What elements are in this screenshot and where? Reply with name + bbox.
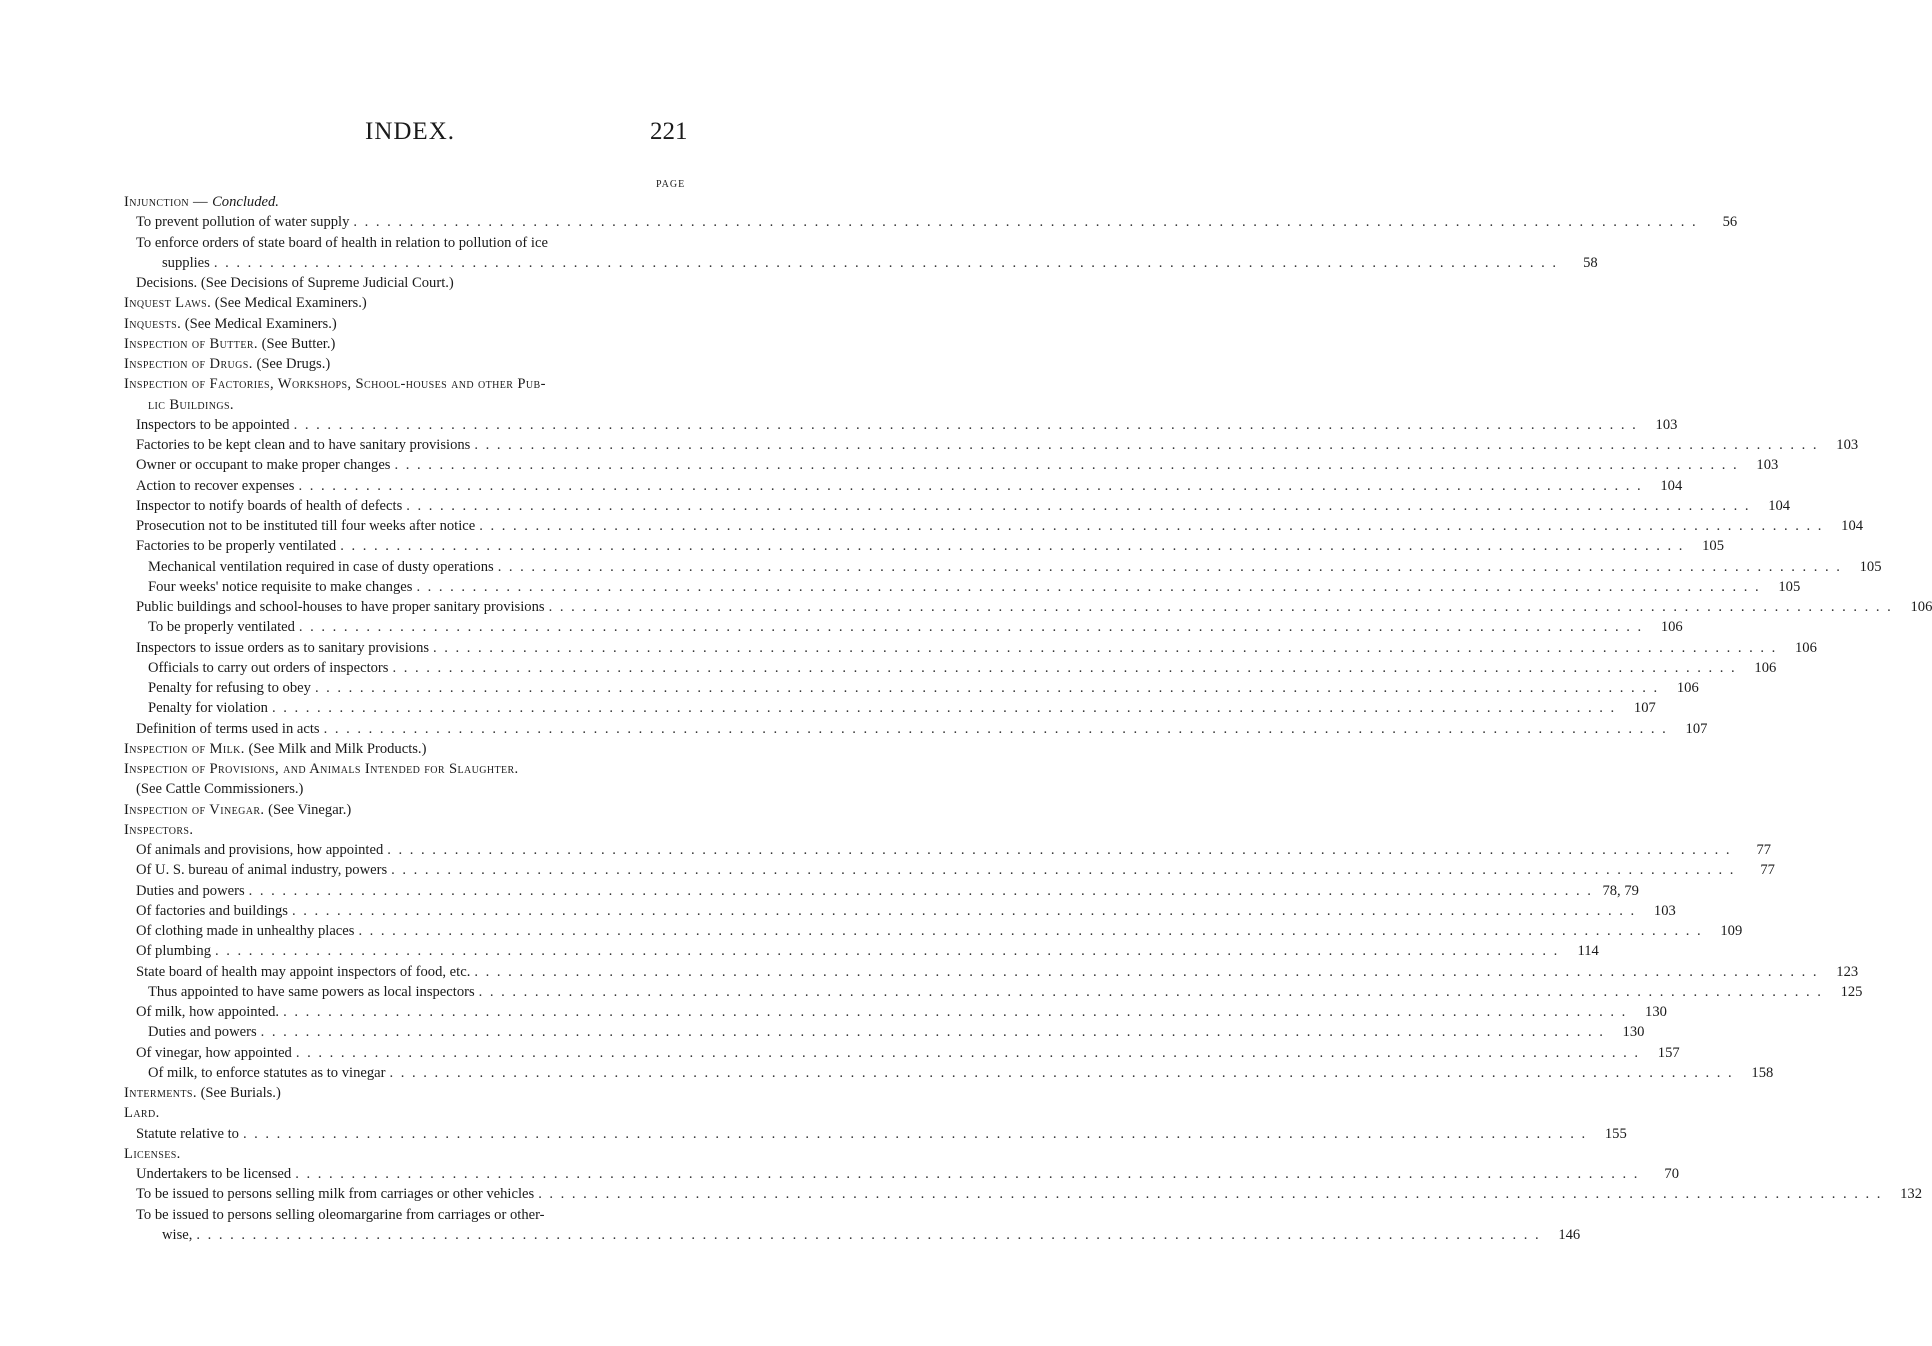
heading-qualifier: Concluded. (212, 194, 279, 210)
dot-leader: ........................................................................................................................ (478, 983, 1829, 1000)
cross-reference: (See Vinegar.) (264, 801, 352, 818)
page-reference: 103 (1653, 902, 1676, 919)
dot-leader: ........................................................................................................................ (260, 1024, 1611, 1041)
index-entry (124, 1063, 1774, 1083)
entry-text: Thus appointed to have same powers as local inspectors (148, 983, 475, 1000)
page-reference: 104 (1768, 497, 1791, 514)
heading-text: Inspectors. (124, 821, 194, 838)
index-entry (124, 557, 1882, 577)
index-entry (124, 698, 1656, 718)
dot-leader: ........................................................................................................................ (215, 943, 1565, 960)
entry-text: Penalty for violation (148, 700, 268, 717)
index-heading (124, 1083, 684, 1103)
index-entry (124, 1184, 1922, 1204)
entry-text: Of U. S. bureau of animal industry, powers (136, 862, 388, 879)
dot-leader: ........................................................................................................................ (391, 862, 1741, 879)
heading-text: Inspection of Factories, Workshops, School-houses and other Pub- (124, 376, 546, 393)
index-entry (124, 1225, 1581, 1245)
entry-text: Of plumbing (136, 943, 211, 960)
index-entry (124, 1043, 1680, 1063)
cross-reference: (See Butter.) (257, 335, 336, 352)
heading-text: Inspection of Butter. (124, 335, 258, 352)
index-entry (124, 982, 1863, 1002)
page-reference: 106 (1794, 639, 1817, 656)
page-reference: 125 (1840, 983, 1863, 1000)
index-entry (124, 435, 1859, 455)
dot-leader: ........................................................................................................................ (497, 558, 1848, 575)
entry-text: Of vinegar, how appointed (136, 1044, 292, 1061)
dot-leader: ........................................................................................................................ (314, 680, 1665, 696)
entry-text: Definition of terms used in acts (136, 720, 320, 737)
entry-text: Public buildings and school-houses to have proper sanitary provisions (136, 599, 545, 615)
entry-text: Of clothing made in unhealthy places (136, 923, 355, 939)
index-entry (124, 860, 1775, 880)
dot-leader: ........................................................................................................................ (271, 700, 1622, 717)
index-heading (124, 334, 684, 354)
index-heading (124, 739, 684, 759)
index-entry (124, 536, 1725, 556)
dot-leader: ........................................................................................................................ (295, 1166, 1646, 1182)
index-entry (124, 921, 1743, 941)
dot-leader: ........................................................................................................................ (474, 437, 1825, 453)
dot-leader: ........................................................................................................................ (248, 882, 1599, 899)
index-entry (124, 658, 1777, 678)
dot-leader: ........................................................................................................................ (548, 599, 1899, 615)
index-entry (124, 476, 1683, 496)
index-entry (124, 1205, 684, 1225)
dot-leader: ........................................................................................................................ (213, 254, 1564, 271)
entry-text: Duties and powers (148, 1024, 257, 1041)
index-entry (124, 233, 684, 253)
index-entries (124, 192, 1932, 1245)
entry-text: Factories to be kept clean and to have sanitary provisions (136, 437, 471, 453)
page-reference: 106 (1676, 680, 1699, 696)
entry-text: To be issued to persons selling milk from carriages or other vehicles (136, 1186, 535, 1203)
index-heading (124, 314, 684, 334)
index-entry (124, 881, 1639, 901)
dot-leader: ........................................................................................................................ (474, 963, 1825, 980)
index-entry (124, 253, 1598, 273)
dot-leader: ........................................................................................................................ (358, 923, 1709, 939)
page-reference: 155 (1604, 1125, 1627, 1142)
index-entry (124, 840, 1772, 860)
page-reference: 103 (1756, 457, 1779, 474)
entry-text: Action to recover expenses (136, 477, 295, 494)
dot-leader: ........................................................................................................................ (196, 1226, 1547, 1243)
page-reference: 105 (1778, 578, 1801, 595)
index-entry (124, 516, 1864, 536)
page-reference: 56 (1722, 214, 1738, 231)
cross-reference: (See Drugs.) (252, 356, 331, 372)
index-entry (124, 779, 684, 799)
page-reference: 107 (1685, 720, 1708, 737)
page-reference: 70 (1664, 1166, 1680, 1182)
page-reference: 132 (1900, 1186, 1922, 1203)
page-reference: 130 (1645, 1004, 1667, 1020)
page-reference: 58 (1583, 254, 1598, 271)
entry-text: wise, (162, 1226, 193, 1243)
index-heading (124, 759, 684, 779)
index-heading (124, 192, 684, 212)
dot-leader: ........................................................................................................................ (392, 659, 1743, 676)
page-reference: 77 (1760, 862, 1775, 879)
heading-text: Inquests. (124, 315, 182, 332)
page-reference: 146 (1558, 1226, 1581, 1243)
dot-leader: ........................................................................................................................ (416, 578, 1767, 595)
entry-text: Of animals and provisions, how appointed (136, 842, 384, 858)
index-entry (124, 719, 1708, 739)
index-heading (124, 293, 684, 313)
entry-text: To be issued to persons selling oleomargarine from carriages or other- (136, 1206, 545, 1223)
dot-leader: ........................................................................................................................ (406, 497, 1757, 514)
entry-text: Inspectors to issue orders as to sanitary provisions (136, 639, 430, 656)
dot-leader: ........................................................................................................................ (433, 639, 1783, 656)
heading-text: Inspection of Drugs. (124, 356, 253, 372)
page-reference: 105 (1702, 538, 1725, 555)
cross-reference: (See Burials.) (196, 1085, 281, 1101)
index-entry (124, 212, 1738, 232)
heading-text: lic Buildings. (148, 396, 234, 413)
cross-reference: (See Medical Examiners.) (181, 315, 337, 332)
heading-text: Inquest Laws. (124, 295, 212, 312)
index-entry (124, 1022, 1645, 1042)
page-reference: 78, 79 (1602, 882, 1639, 899)
heading-text: Injunction — (124, 194, 213, 210)
entry-text: Four weeks' notice requisite to make changes (148, 578, 413, 595)
entry-text: Of milk, to enforce statutes as to vinegar (148, 1064, 386, 1081)
entry-text: (See Cattle Commissioners.) (136, 781, 304, 798)
dot-leader: ........................................................................................................................ (538, 1186, 1888, 1203)
dot-leader: ........................................................................................................................ (353, 214, 1704, 231)
page-reference: 158 (1751, 1064, 1774, 1081)
entry-text: Mechanical ventilation required in case of dusty operations (148, 558, 494, 575)
page-reference: 103 (1836, 437, 1859, 453)
entry-text: State board of health may appoint inspectors of food, etc. (136, 963, 471, 980)
page-reference: 106 (1910, 599, 1932, 615)
index-entry (124, 941, 1599, 961)
cross-reference: (See Milk and Milk Products.) (244, 740, 427, 757)
entry-text: Duties and powers (136, 882, 245, 899)
dot-leader: ........................................................................................................................ (293, 416, 1644, 433)
dot-leader: ........................................................................................................................ (387, 842, 1738, 858)
index-entry (124, 597, 1932, 617)
index-heading (124, 800, 684, 820)
index-heading (124, 1144, 684, 1164)
index-entry (124, 962, 1859, 982)
page-reference: 105 (1859, 558, 1882, 575)
entry-text: Factories to be properly ventilated (136, 538, 337, 555)
page-reference: 104 (1660, 477, 1683, 494)
entry-text: Officials to carry out orders of inspectors (148, 659, 389, 676)
dot-leader: ........................................................................................................................ (291, 902, 1642, 919)
entry-text: To enforce orders of state board of health in relation to pollution of ice (136, 234, 548, 251)
running-head (0, 118, 800, 148)
entry-text: supplies (162, 254, 210, 271)
dot-leader: ........................................................................................................................ (298, 477, 1649, 494)
cross-reference: (See Medical Examiners.) (211, 295, 367, 312)
index-entry (124, 638, 1817, 658)
page-column-label: PAGE (656, 179, 686, 190)
page-reference: 157 (1657, 1044, 1680, 1061)
page-reference: 114 (1577, 943, 1599, 960)
entry-text: Undertakers to be licensed (136, 1166, 292, 1182)
index-entry (124, 901, 1676, 921)
index-heading (124, 395, 684, 415)
dot-leader: ........................................................................................................................ (295, 1044, 1646, 1061)
index-entry (124, 1164, 1680, 1184)
index-entry (124, 415, 1678, 435)
page-reference: 107 (1633, 700, 1656, 717)
entry-text: Prosecution not to be instituted till four weeks after notice (136, 518, 476, 534)
index-entry (124, 678, 1699, 698)
index-entry (124, 1124, 1627, 1144)
index-entry (124, 273, 684, 293)
index-entry (124, 455, 1779, 475)
page-reference: 123 (1836, 963, 1859, 980)
heading-text: Licenses. (124, 1145, 181, 1162)
dot-leader: ........................................................................................................................ (283, 1004, 1633, 1020)
entry-text: Penalty for refusing to obey (148, 680, 311, 696)
heading-text: Inspection of Vinegar. (124, 801, 265, 818)
page-reference: 104 (1841, 518, 1864, 534)
dot-leader: ........................................................................................................................ (298, 619, 1649, 636)
entry-text: Decisions. (See Decisions of Supreme Judicial Court.) (136, 275, 454, 291)
heading-text: Inspection of Provisions, and Animals Intended for Slaughter. (124, 761, 519, 777)
dot-leader: ........................................................................................................................ (340, 538, 1691, 555)
dot-leader: ........................................................................................................................ (389, 1064, 1740, 1081)
entry-text: Owner or occupant to make proper changes (136, 457, 391, 474)
dot-leader: ........................................................................................................................ (394, 457, 1745, 474)
page-number: 221 (650, 118, 688, 145)
page-reference: 130 (1622, 1024, 1645, 1041)
index-heading (124, 820, 684, 840)
dot-leader: ........................................................................................................................ (242, 1125, 1593, 1142)
index-entry (124, 617, 1683, 637)
heading-text: Inspection of Milk. (124, 740, 245, 757)
entry-text: To be properly ventilated (148, 619, 295, 636)
entry-text: Of milk, how appointed. (136, 1004, 280, 1020)
index-heading (124, 374, 684, 394)
index-heading (124, 354, 684, 374)
heading-text: Lard. (124, 1105, 160, 1122)
entry-text: Inspectors to be appointed (136, 416, 290, 433)
page-reference: 106 (1754, 659, 1777, 676)
index-entry (124, 496, 1791, 516)
entry-text: Inspector to notify boards of health of defects (136, 497, 403, 514)
index-heading (124, 1103, 684, 1123)
heading-text: Interments. (124, 1085, 197, 1101)
dot-leader: ........................................................................................................................ (479, 518, 1830, 534)
entry-text: Statute relative to (136, 1125, 239, 1142)
index-entry (124, 1002, 1667, 1022)
entry-text: To prevent pollution of water supply (136, 214, 350, 231)
running-head-title: INDEX. (365, 118, 456, 145)
dot-leader: ........................................................................................................................ (323, 720, 1674, 737)
page-reference: 109 (1720, 923, 1743, 939)
page-reference: 103 (1655, 416, 1678, 433)
entry-text: Of factories and buildings (136, 902, 288, 919)
page-reference: 106 (1660, 619, 1683, 636)
page-reference: 77 (1756, 842, 1772, 858)
index-entry (124, 577, 1801, 597)
